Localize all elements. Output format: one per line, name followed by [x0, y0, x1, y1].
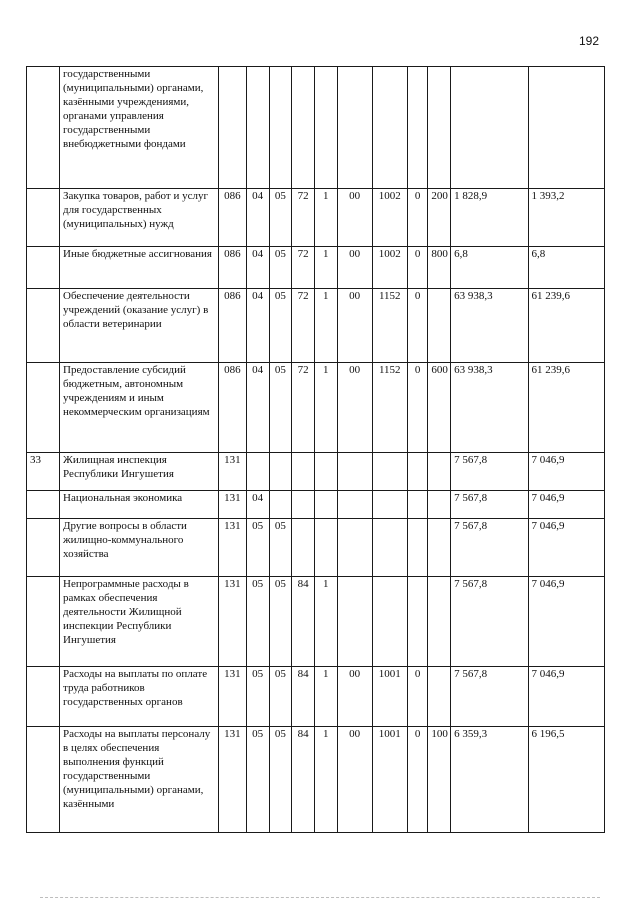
amount-1: 7 567,8 [451, 491, 528, 519]
amount-1: 7 567,8 [451, 519, 528, 577]
code-cell: 72 [292, 363, 315, 453]
amount-2: 61 239,6 [528, 363, 604, 453]
code-cell: 00 [337, 289, 372, 363]
code-cell [314, 453, 337, 491]
code-cell: 1152 [372, 363, 407, 453]
code-cell: 600 [428, 363, 451, 453]
row-name: Предоставление субсидий бюджетным, автономным учреждениям и иным некоммерческим организациям [60, 363, 219, 453]
code-cell: 1002 [372, 247, 407, 289]
code-cell [372, 577, 407, 667]
code-cell: 131 [218, 667, 246, 727]
code-cell: 0 [407, 667, 428, 727]
code-cell: 100 [428, 727, 451, 833]
amount-2: 1 393,2 [528, 189, 604, 247]
code-cell: 05 [269, 247, 292, 289]
code-cell [218, 67, 246, 189]
code-cell [407, 519, 428, 577]
table-row [27, 491, 605, 519]
amount-1: 6,8 [451, 247, 528, 289]
code-cell: 05 [269, 727, 292, 833]
row-name: Непрограммные расходы в рамках обеспечения деятельности Жилищной инспекции Республики Ингушетия [60, 577, 219, 667]
code-cell [292, 491, 315, 519]
table-row [27, 189, 605, 247]
code-cell [407, 491, 428, 519]
table-row [27, 289, 605, 363]
code-cell: 086 [218, 289, 246, 363]
code-cell [292, 453, 315, 491]
row-name: Иные бюджетные ассигнования [60, 247, 219, 289]
code-cell [428, 577, 451, 667]
code-cell: 1 [314, 577, 337, 667]
code-cell: 1 [314, 289, 337, 363]
code-cell: 0 [407, 363, 428, 453]
code-cell: 05 [269, 667, 292, 727]
code-cell [407, 67, 428, 189]
amount-2: 7 046,9 [528, 453, 604, 491]
table-row [27, 247, 605, 289]
code-cell: 0 [407, 289, 428, 363]
code-cell: 131 [218, 453, 246, 491]
amount-1 [451, 67, 528, 189]
code-cell: 05 [246, 727, 269, 833]
row-index [27, 247, 60, 289]
code-cell: 1 [314, 727, 337, 833]
code-cell [314, 519, 337, 577]
code-cell [428, 67, 451, 189]
code-cell: 800 [428, 247, 451, 289]
code-cell [337, 491, 372, 519]
code-cell: 200 [428, 189, 451, 247]
code-cell: 131 [218, 727, 246, 833]
page-number: 192 [579, 34, 600, 48]
amount-2: 7 046,9 [528, 667, 604, 727]
code-cell: 72 [292, 289, 315, 363]
code-cell [269, 453, 292, 491]
amount-1: 63 938,3 [451, 289, 528, 363]
row-index [27, 67, 60, 189]
amount-2: 7 046,9 [528, 577, 604, 667]
row-index [27, 577, 60, 667]
code-cell: 00 [337, 727, 372, 833]
row-name: Обеспечение деятельности учреждений (оказание услуг) в области ветеринарии [60, 289, 219, 363]
code-cell: 84 [292, 667, 315, 727]
code-cell: 05 [269, 289, 292, 363]
amount-2: 7 046,9 [528, 491, 604, 519]
code-cell: 1 [314, 363, 337, 453]
row-name: Расходы на выплаты персоналу в целях обеспечения выполнения функций государственными (муниципальными) органами, казёнными [60, 727, 219, 833]
code-cell [246, 67, 269, 189]
code-cell: 00 [337, 189, 372, 247]
row-name: государственными (муниципальными) органами, казёнными учреждениями, органами управления государственными внебюджетными фондами [60, 67, 219, 189]
code-cell [269, 491, 292, 519]
code-cell: 00 [337, 667, 372, 727]
code-cell: 086 [218, 247, 246, 289]
code-cell: 72 [292, 247, 315, 289]
row-index [27, 727, 60, 833]
code-cell [428, 289, 451, 363]
row-name: Жилищная инспекция Республики Ингушетия [60, 453, 219, 491]
row-name: Закупка товаров, работ и услуг для государственных (муниципальных) нужд [60, 189, 219, 247]
amount-1: 6 359,3 [451, 727, 528, 833]
row-name: Другие вопросы в области жилищно-коммунального хозяйства [60, 519, 219, 577]
code-cell: 00 [337, 247, 372, 289]
code-cell [246, 453, 269, 491]
code-cell [337, 577, 372, 667]
code-cell: 04 [246, 289, 269, 363]
code-cell: 0 [407, 247, 428, 289]
budget-table [26, 66, 605, 833]
code-cell [337, 67, 372, 189]
code-cell: 131 [218, 491, 246, 519]
amount-1: 7 567,8 [451, 667, 528, 727]
table-row [27, 519, 605, 577]
code-cell: 05 [269, 189, 292, 247]
row-index [27, 667, 60, 727]
code-cell: 0 [407, 727, 428, 833]
code-cell [428, 453, 451, 491]
code-cell: 05 [269, 363, 292, 453]
code-cell: 1002 [372, 189, 407, 247]
amount-2: 6,8 [528, 247, 604, 289]
amount-2: 6 196,5 [528, 727, 604, 833]
row-index: 33 [27, 453, 60, 491]
code-cell [407, 577, 428, 667]
code-cell: 04 [246, 491, 269, 519]
code-cell: 04 [246, 363, 269, 453]
amount-1: 1 828,9 [451, 189, 528, 247]
amount-2 [528, 67, 604, 189]
row-name: Национальная экономика [60, 491, 219, 519]
code-cell [407, 453, 428, 491]
code-cell: 04 [246, 189, 269, 247]
code-cell [428, 667, 451, 727]
table-row [27, 667, 605, 727]
code-cell [292, 67, 315, 189]
amount-2: 61 239,6 [528, 289, 604, 363]
amount-1: 63 938,3 [451, 363, 528, 453]
code-cell: 1 [314, 189, 337, 247]
table-row [27, 453, 605, 491]
code-cell: 05 [269, 519, 292, 577]
table-row [27, 727, 605, 833]
code-cell: 72 [292, 189, 315, 247]
code-cell: 84 [292, 727, 315, 833]
code-cell: 0 [407, 189, 428, 247]
code-cell: 05 [246, 519, 269, 577]
code-cell: 1001 [372, 667, 407, 727]
code-cell [372, 519, 407, 577]
code-cell [428, 519, 451, 577]
row-name: Расходы на выплаты по оплате труда работников государственных органов [60, 667, 219, 727]
code-cell: 086 [218, 189, 246, 247]
row-index [27, 363, 60, 453]
code-cell: 131 [218, 519, 246, 577]
row-index [27, 189, 60, 247]
code-cell: 131 [218, 577, 246, 667]
table-row [27, 363, 605, 453]
code-cell [337, 519, 372, 577]
code-cell: 05 [246, 667, 269, 727]
code-cell: 84 [292, 577, 315, 667]
code-cell: 1001 [372, 727, 407, 833]
code-cell: 1 [314, 247, 337, 289]
row-index [27, 491, 60, 519]
code-cell: 1152 [372, 289, 407, 363]
code-cell: 05 [269, 577, 292, 667]
code-cell [292, 519, 315, 577]
code-cell: 00 [337, 363, 372, 453]
row-index [27, 289, 60, 363]
code-cell: 086 [218, 363, 246, 453]
code-cell [314, 67, 337, 189]
code-cell [372, 67, 407, 189]
footer-rule [40, 897, 600, 898]
amount-2: 7 046,9 [528, 519, 604, 577]
code-cell [337, 453, 372, 491]
code-cell: 1 [314, 667, 337, 727]
code-cell [428, 491, 451, 519]
code-cell [269, 67, 292, 189]
code-cell: 05 [246, 577, 269, 667]
code-cell [372, 491, 407, 519]
code-cell [314, 491, 337, 519]
table-row [27, 577, 605, 667]
row-index [27, 519, 60, 577]
amount-1: 7 567,8 [451, 577, 528, 667]
table-row [27, 67, 605, 189]
code-cell [372, 453, 407, 491]
code-cell: 04 [246, 247, 269, 289]
amount-1: 7 567,8 [451, 453, 528, 491]
